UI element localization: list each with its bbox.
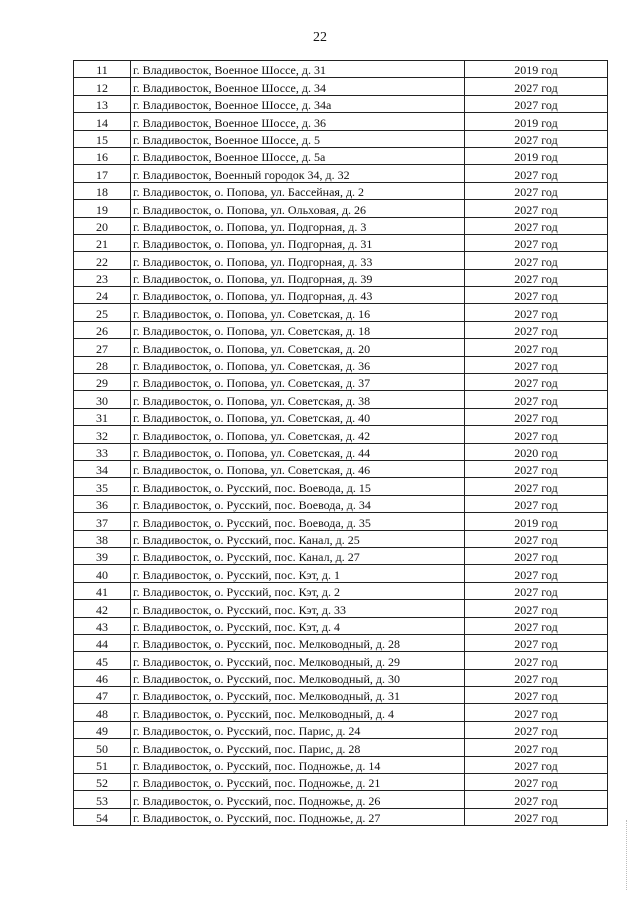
year-cell: 2027 год [465, 391, 608, 408]
year-cell: 2027 год [465, 808, 608, 825]
row-number-cell: 37 [74, 513, 131, 530]
year-cell: 2027 год [465, 374, 608, 391]
table-row [74, 547, 608, 564]
year-cell: 2027 год [465, 304, 608, 321]
row-number-cell: 28 [74, 356, 131, 373]
table-row [74, 513, 608, 530]
table-row [74, 530, 608, 547]
year-cell: 2027 год [465, 617, 608, 634]
year-cell: 2027 год [465, 78, 608, 95]
row-number-cell: 38 [74, 530, 131, 547]
table-row [74, 669, 608, 686]
table-row [74, 721, 608, 738]
row-number-cell: 52 [74, 774, 131, 791]
address-cell: г. Владивосток, о. Русский, пос. Канал, д. 25 [131, 530, 465, 547]
address-cell: г. Владивосток, о. Русский, пос. Воевода, д. 34 [131, 495, 465, 512]
table-row [74, 217, 608, 234]
year-cell: 2027 год [465, 774, 608, 791]
margin-marks [626, 820, 628, 890]
row-number-cell: 24 [74, 287, 131, 304]
year-cell: 2027 год [465, 721, 608, 738]
address-cell: г. Владивосток, Военное Шоссе, д. 34 [131, 78, 465, 95]
housing-registry-table [73, 60, 608, 826]
row-number-cell: 21 [74, 234, 131, 251]
row-number-cell: 17 [74, 165, 131, 182]
row-number-cell: 25 [74, 304, 131, 321]
table-row [74, 61, 608, 78]
address-cell: г. Владивосток, о. Русский, пос. Мелководный, д. 4 [131, 704, 465, 721]
row-number-cell: 27 [74, 339, 131, 356]
address-cell: г. Владивосток, о. Попова, ул. Советская, д. 38 [131, 391, 465, 408]
year-cell: 2027 год [465, 287, 608, 304]
address-cell: г. Владивосток, о. Русский, пос. Кэт, д. 1 [131, 565, 465, 582]
table-row [74, 634, 608, 651]
address-cell: г. Владивосток, о. Попова, ул. Советская, д. 16 [131, 304, 465, 321]
address-cell: г. Владивосток, о. Попова, ул. Советская, д. 36 [131, 356, 465, 373]
row-number-cell: 31 [74, 408, 131, 425]
address-cell: г. Владивосток, о. Русский, пос. Кэт, д. 2 [131, 582, 465, 599]
table-row [74, 617, 608, 634]
table-row [74, 287, 608, 304]
row-number-cell: 35 [74, 478, 131, 495]
row-number-cell: 14 [74, 113, 131, 130]
year-cell: 2027 год [465, 95, 608, 112]
address-cell: г. Владивосток, о. Русский, пос. Подножье, д. 26 [131, 791, 465, 808]
page-number: 22 [313, 30, 327, 45]
row-number-cell: 40 [74, 565, 131, 582]
row-number-cell: 34 [74, 460, 131, 477]
row-number-cell: 44 [74, 634, 131, 651]
year-cell: 2019 год [465, 113, 608, 130]
table-row [74, 391, 608, 408]
row-number-cell: 11 [74, 61, 131, 78]
year-cell: 2027 год [465, 321, 608, 338]
address-cell: г. Владивосток, о. Попова, ул. Советская, д. 42 [131, 426, 465, 443]
year-cell: 2027 год [465, 426, 608, 443]
address-cell: г. Владивосток, о. Русский, пос. Воевода, д. 15 [131, 478, 465, 495]
address-cell: г. Владивосток, о. Русский, пос. Мелководный, д. 30 [131, 669, 465, 686]
table-row [74, 774, 608, 791]
row-number-cell: 23 [74, 269, 131, 286]
year-cell: 2027 год [465, 252, 608, 269]
address-cell: г. Владивосток, Военное Шоссе, д. 34а [131, 95, 465, 112]
address-cell: г. Владивосток, о. Попова, ул. Подгорная, д. 31 [131, 234, 465, 251]
address-cell: г. Владивосток, о. Попова, ул. Советская, д. 37 [131, 374, 465, 391]
year-cell: 2027 год [465, 565, 608, 582]
row-number-cell: 49 [74, 721, 131, 738]
table-row [74, 321, 608, 338]
table-row [74, 182, 608, 199]
table-row [74, 460, 608, 477]
address-cell: г. Владивосток, Военное Шоссе, д. 31 [131, 61, 465, 78]
table-row [74, 165, 608, 182]
year-cell: 2027 год [465, 165, 608, 182]
table-row [74, 200, 608, 217]
address-cell: г. Владивосток, о. Попова, ул. Советская, д. 20 [131, 339, 465, 356]
table-row [74, 113, 608, 130]
table-row [74, 443, 608, 460]
row-number-cell: 45 [74, 652, 131, 669]
table-row [74, 704, 608, 721]
table-row [74, 687, 608, 704]
address-cell: г. Владивосток, о. Попова, ул. Ольховая, д. 26 [131, 200, 465, 217]
table-row [74, 478, 608, 495]
year-cell: 2027 год [465, 634, 608, 651]
address-cell: г. Владивосток, о. Попова, ул. Советская, д. 46 [131, 460, 465, 477]
row-number-cell: 46 [74, 669, 131, 686]
table-row [74, 78, 608, 95]
year-cell: 2027 год [465, 582, 608, 599]
year-cell: 2027 год [465, 217, 608, 234]
year-cell: 2027 год [465, 547, 608, 564]
row-number-cell: 15 [74, 130, 131, 147]
table-row [74, 426, 608, 443]
address-cell: г. Владивосток, о. Русский, пос. Кэт, д. 4 [131, 617, 465, 634]
table-row [74, 791, 608, 808]
table-row [74, 252, 608, 269]
row-number-cell: 29 [74, 374, 131, 391]
address-cell: г. Владивосток, о. Попова, ул. Подгорная, д. 33 [131, 252, 465, 269]
table-row [74, 147, 608, 164]
address-cell: г. Владивосток, о. Русский, пос. Подножье, д. 27 [131, 808, 465, 825]
row-number-cell: 22 [74, 252, 131, 269]
address-cell: г. Владивосток, о. Русский, пос. Подножье, д. 14 [131, 756, 465, 773]
row-number-cell: 53 [74, 791, 131, 808]
table-row [74, 374, 608, 391]
address-cell: г. Владивосток, о. Русский, пос. Мелководный, д. 28 [131, 634, 465, 651]
table-row [74, 600, 608, 617]
year-cell: 2019 год [465, 513, 608, 530]
address-cell: г. Владивосток, о. Русский, пос. Кэт, д. 33 [131, 600, 465, 617]
year-cell: 2027 год [465, 130, 608, 147]
address-cell: г. Владивосток, Военный городок 34, д. 32 [131, 165, 465, 182]
year-cell: 2027 год [465, 669, 608, 686]
row-number-cell: 50 [74, 739, 131, 756]
year-cell: 2027 год [465, 652, 608, 669]
row-number-cell: 30 [74, 391, 131, 408]
year-cell: 2027 год [465, 408, 608, 425]
year-cell: 2027 год [465, 269, 608, 286]
row-number-cell: 13 [74, 95, 131, 112]
year-cell: 2027 год [465, 739, 608, 756]
year-cell: 2019 год [465, 147, 608, 164]
address-cell: г. Владивосток, Военное Шоссе, д. 5а [131, 147, 465, 164]
year-cell: 2019 год [465, 61, 608, 78]
address-cell: г. Владивосток, о. Попова, ул. Советская, д. 44 [131, 443, 465, 460]
row-number-cell: 39 [74, 547, 131, 564]
table-row [74, 95, 608, 112]
row-number-cell: 48 [74, 704, 131, 721]
address-cell: г. Владивосток, о. Попова, ул. Подгорная, д. 3 [131, 217, 465, 234]
address-cell: г. Владивосток, о. Русский, пос. Мелководный, д. 29 [131, 652, 465, 669]
table-row [74, 808, 608, 825]
year-cell: 2027 год [465, 704, 608, 721]
row-number-cell: 42 [74, 600, 131, 617]
year-cell: 2027 год [465, 460, 608, 477]
row-number-cell: 12 [74, 78, 131, 95]
row-number-cell: 51 [74, 756, 131, 773]
year-cell: 2027 год [465, 687, 608, 704]
address-cell: г. Владивосток, о. Русский, пос. Канал, д. 27 [131, 547, 465, 564]
table-row [74, 739, 608, 756]
address-cell: г. Владивосток, о. Русский, пос. Парис, д. 28 [131, 739, 465, 756]
year-cell: 2027 год [465, 339, 608, 356]
table-row [74, 339, 608, 356]
row-number-cell: 16 [74, 147, 131, 164]
year-cell: 2027 год [465, 478, 608, 495]
table-row [74, 565, 608, 582]
table-row [74, 582, 608, 599]
table-row [74, 304, 608, 321]
table-row [74, 269, 608, 286]
table-row [74, 756, 608, 773]
year-cell: 2027 год [465, 495, 608, 512]
row-number-cell: 26 [74, 321, 131, 338]
year-cell: 2027 год [465, 600, 608, 617]
year-cell: 2027 год [465, 182, 608, 199]
address-cell: г. Владивосток, о. Русский, пос. Подножье, д. 21 [131, 774, 465, 791]
year-cell: 2027 год [465, 234, 608, 251]
row-number-cell: 19 [74, 200, 131, 217]
row-number-cell: 36 [74, 495, 131, 512]
table-row [74, 356, 608, 373]
address-cell: г. Владивосток, о. Русский, пос. Воевода, д. 35 [131, 513, 465, 530]
row-number-cell: 20 [74, 217, 131, 234]
table-row [74, 130, 608, 147]
year-cell: 2027 год [465, 791, 608, 808]
table-row [74, 234, 608, 251]
address-cell: г. Владивосток, Военное Шоссе, д. 5 [131, 130, 465, 147]
address-cell: г. Владивосток, о. Русский, пос. Парис, д. 24 [131, 721, 465, 738]
year-cell: 2027 год [465, 756, 608, 773]
address-cell: г. Владивосток, о. Попова, ул. Подгорная, д. 43 [131, 287, 465, 304]
address-cell: г. Владивосток, о. Попова, ул. Бассейная, д. 2 [131, 182, 465, 199]
year-cell: 2027 год [465, 356, 608, 373]
year-cell: 2027 год [465, 530, 608, 547]
row-number-cell: 33 [74, 443, 131, 460]
address-cell: г. Владивосток, о. Русский, пос. Мелководный, д. 31 [131, 687, 465, 704]
row-number-cell: 43 [74, 617, 131, 634]
address-cell: г. Владивосток, о. Попова, ул. Советская, д. 18 [131, 321, 465, 338]
row-number-cell: 18 [74, 182, 131, 199]
table-row [74, 408, 608, 425]
address-cell: г. Владивосток, о. Попова, ул. Советская, д. 40 [131, 408, 465, 425]
table-body [74, 61, 608, 826]
address-cell: г. Владивосток, о. Попова, ул. Подгорная, д. 39 [131, 269, 465, 286]
address-cell: г. Владивосток, Военное Шоссе, д. 36 [131, 113, 465, 130]
row-number-cell: 32 [74, 426, 131, 443]
row-number-cell: 41 [74, 582, 131, 599]
year-cell: 2020 год [465, 443, 608, 460]
year-cell: 2027 год [465, 200, 608, 217]
table-row [74, 495, 608, 512]
row-number-cell: 47 [74, 687, 131, 704]
table-row [74, 652, 608, 669]
row-number-cell: 54 [74, 808, 131, 825]
